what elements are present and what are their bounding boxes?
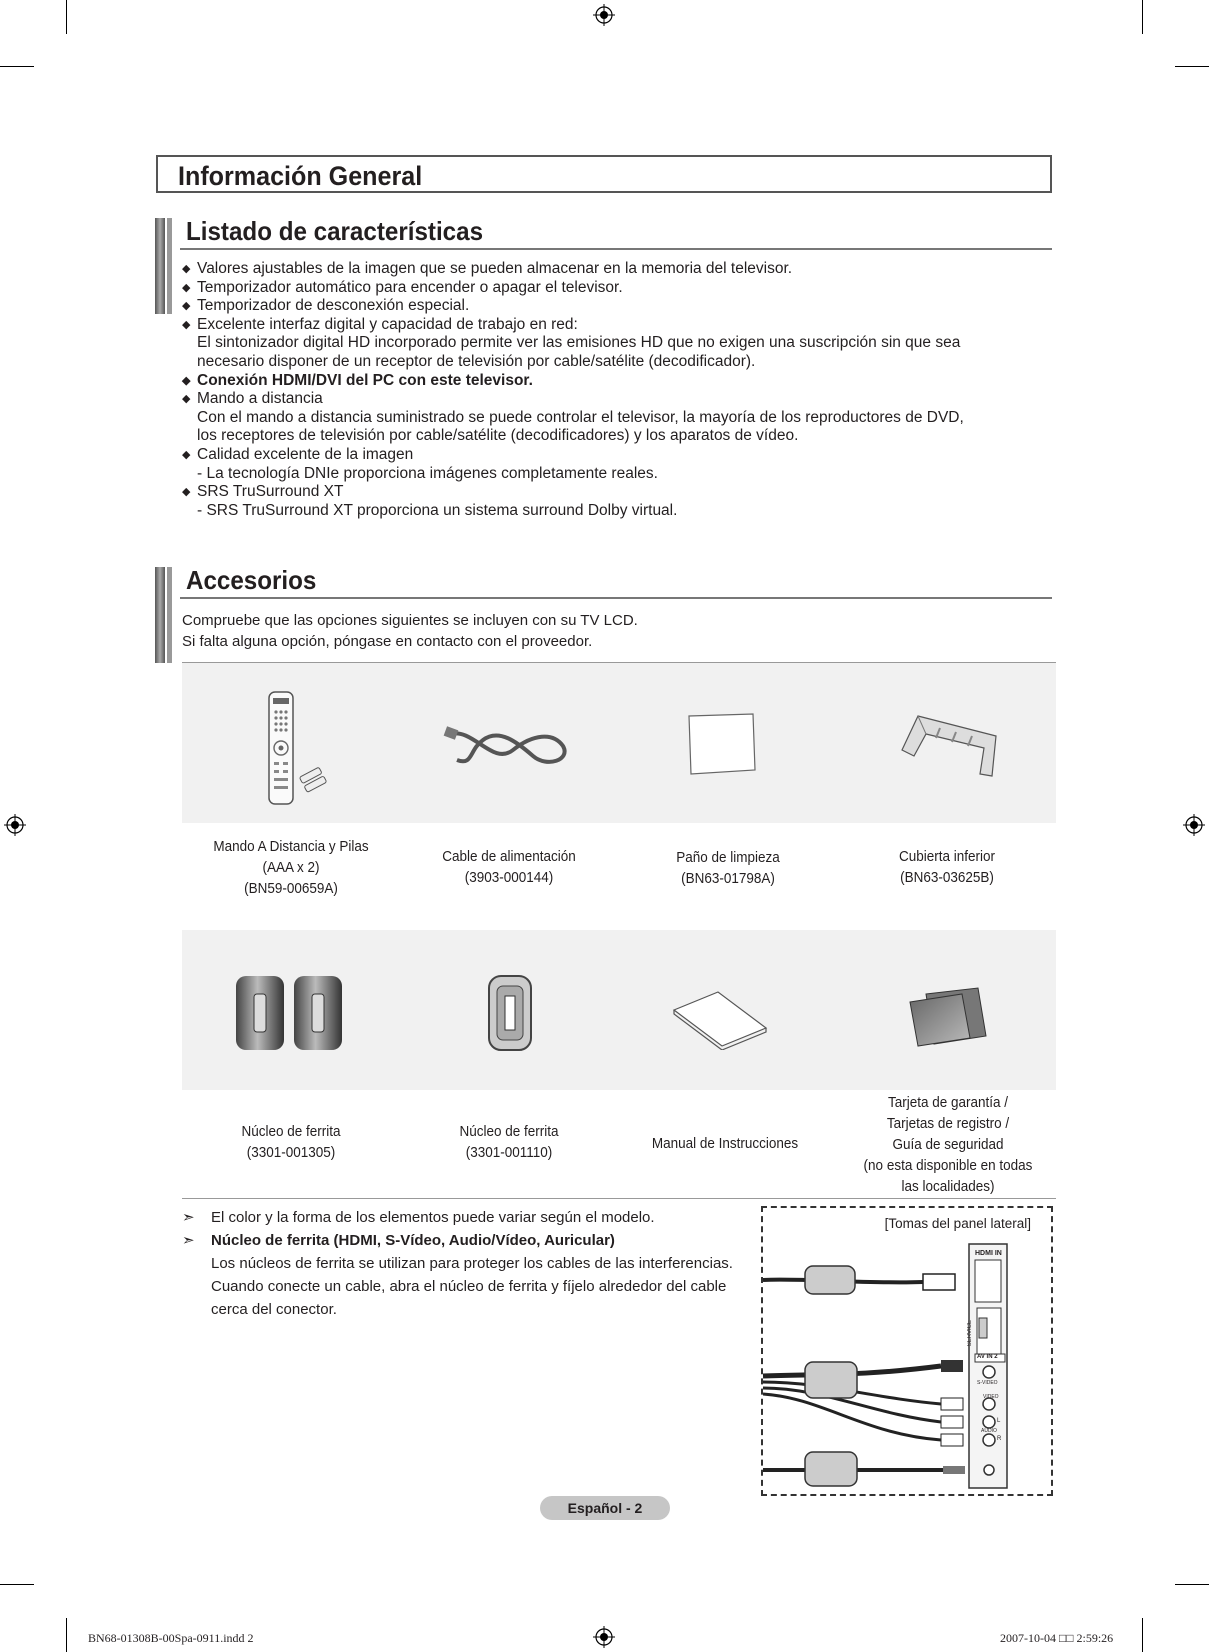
note-item: ➣ Núcleo de ferrita (HDMI, S-Vídeo, Audio/Vídeo, Auricular) bbox=[182, 1229, 742, 1252]
accessory-caption-ferrite: Núcleo de ferrita (3301-001305) bbox=[241, 1123, 341, 1161]
crop-mark bbox=[0, 66, 34, 67]
crop-mark bbox=[1142, 1618, 1143, 1652]
accessory-caption-cloth: Paño de limpieza (BN63-01798A) bbox=[676, 849, 780, 887]
crop-mark bbox=[0, 1584, 34, 1585]
ferrite-core-icon bbox=[232, 972, 348, 1054]
warranty-card-icon bbox=[906, 984, 990, 1048]
note-item: ➣ El color y la forma de los elementos puede variar según el modelo. bbox=[182, 1206, 742, 1229]
list-item-detail: necesario disponer de un receptor de televisión por cable/satélite (decodificador). bbox=[197, 352, 756, 370]
ferrite-core-small-icon bbox=[485, 972, 535, 1054]
port-label-r: R bbox=[997, 1436, 1002, 1442]
accessory-caption-ferrite-small: Núcleo de ferrita (3301-001110) bbox=[459, 1123, 559, 1161]
instruction-manual-icon bbox=[670, 988, 770, 1050]
diagram-caption: [Tomas del panel lateral] bbox=[884, 1216, 1031, 1231]
port-label-av: AV IN 2 bbox=[977, 1354, 998, 1360]
registration-mark-icon bbox=[1183, 814, 1205, 836]
list-item: ◆ Valores ajustables de la imagen que se pueden almacenar en la memoria del televisor. bbox=[182, 260, 793, 277]
list-item: ◆ SRS TruSurround XT bbox=[182, 483, 344, 501]
list-item-detail: El sintonizador digital HD incorporado permite ver las emisiones HD que no exigen una suscripción sin que sea bbox=[197, 334, 961, 352]
list-item: ◆ Excelente interfaz digital y capacidad de trabajo en red: bbox=[182, 315, 578, 333]
accessory-caption-remote: Mando A Distancia y Pilas (AAA x 2) (BN59-00659A) bbox=[213, 838, 369, 897]
section-marker bbox=[167, 567, 172, 663]
features-rule bbox=[180, 248, 1052, 250]
section-marker bbox=[155, 567, 165, 663]
port-label-audio: AUDIO bbox=[981, 1428, 997, 1434]
registration-mark-icon bbox=[4, 814, 26, 836]
list-item-detail: - SRS TruSurround XT proporciona un sistema surround Dolby virtual. bbox=[197, 501, 678, 519]
power-cable-icon bbox=[443, 720, 573, 772]
cable-connection-illustration bbox=[763, 1208, 1051, 1494]
port-label-svideo: S-VIDEO bbox=[977, 1380, 998, 1386]
features-list bbox=[182, 260, 1042, 520]
accessory-caption-cable: Cable de alimentación (3903-000144) bbox=[442, 848, 576, 886]
accessory-caption-warranty: Tarjeta de garantía / Tarjetas de registro / Guía de seguridad (no esta disponible en todas las localidades) bbox=[863, 1094, 1033, 1195]
note-detail: Cuando conecte un cable, abra el núcleo de ferrita y fíjelo alrededor del cable bbox=[211, 1278, 727, 1295]
cleaning-cloth-icon bbox=[683, 710, 759, 778]
note-detail: cerca del conector. bbox=[211, 1301, 337, 1318]
list-item: ◆ Conexión HDMI/DVI del PC con este televisor. bbox=[182, 371, 533, 389]
list-item-detail: Con el mando a distancia suministrado se puede controlar el televisor, la mayoría de los reproductores de DVD, bbox=[197, 408, 964, 426]
crop-mark bbox=[1175, 1584, 1209, 1585]
accessory-caption-manual: Manual de Instrucciones bbox=[651, 1135, 799, 1152]
slug-timestamp: 2007-10-04 □□ 2:59:26 bbox=[1000, 1631, 1114, 1645]
list-item: ◆ Calidad excelente de la imagen bbox=[182, 445, 414, 463]
accessories-intro: Compruebe que las opciones siguientes se incluyen con su TV LCD. Si falta alguna opción, póngase en contacto con el proveedor. bbox=[182, 612, 638, 650]
table-rule bbox=[182, 1198, 1056, 1199]
page-title: Información General bbox=[178, 161, 423, 191]
port-label-service: SERVICE bbox=[967, 1320, 973, 1347]
arrow-icon: ➣ bbox=[182, 1232, 195, 1249]
list-item-detail: los receptores de televisión por cable/satélite (decodificadores) y los aparatos de vídeo. bbox=[197, 427, 799, 445]
accessories-heading: Accesorios bbox=[186, 565, 317, 595]
port-label-video: VIDEO bbox=[983, 1394, 999, 1400]
list-item: ◆ Temporizador de desconexión especial. bbox=[182, 297, 470, 315]
features-heading: Listado de características bbox=[186, 216, 484, 246]
side-panel-diagram bbox=[761, 1206, 1053, 1496]
section-marker bbox=[155, 218, 165, 314]
note-detail: Los núcleos de ferrita se utilizan para proteger los cables de las interferencias. bbox=[211, 1255, 733, 1272]
crop-mark bbox=[1142, 0, 1143, 34]
arrow-icon: ➣ bbox=[182, 1209, 195, 1226]
slug-filename: BN68-01308B-00Spa-0911.indd 2 bbox=[88, 1631, 254, 1645]
crop-mark bbox=[1175, 66, 1209, 67]
registration-mark-icon bbox=[593, 4, 615, 26]
page-title-box bbox=[156, 155, 1052, 193]
list-item: ◆ Mando a distancia bbox=[182, 390, 323, 408]
bottom-cover-icon bbox=[896, 708, 1008, 778]
crop-mark bbox=[66, 1618, 67, 1652]
notes-block bbox=[182, 1206, 742, 1321]
accessory-caption-cover: Cubierta inferior (BN63-03625B) bbox=[898, 848, 996, 886]
list-item-detail: - La tecnología DNIe proporciona imágenes completamente reales. bbox=[197, 464, 658, 482]
crop-mark bbox=[66, 0, 67, 34]
section-marker bbox=[167, 218, 172, 314]
accessories-rule bbox=[180, 597, 1052, 599]
port-label-l: L bbox=[997, 1418, 1001, 1424]
registration-mark-icon bbox=[593, 1626, 615, 1648]
port-label-hdmi: HDMI IN bbox=[975, 1250, 1002, 1257]
list-item: ◆ Temporizador automático para encender o apagar el televisor. bbox=[182, 278, 623, 296]
page-number-badge: Español - 2 bbox=[540, 1496, 670, 1520]
remote-control-icon bbox=[255, 688, 335, 808]
